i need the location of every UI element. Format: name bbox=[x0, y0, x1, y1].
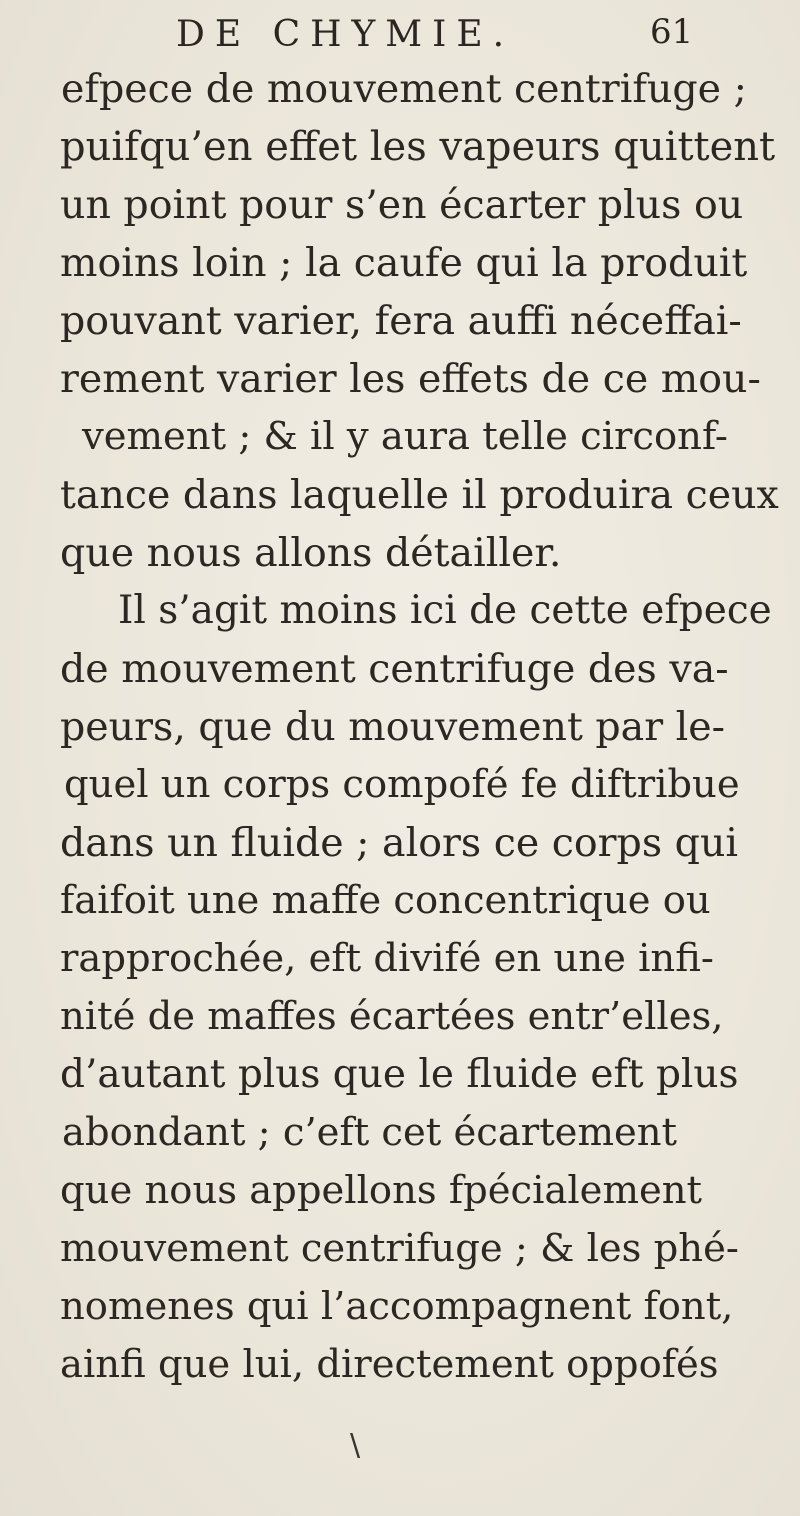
text-line: faifoit une maffe concentrique ou bbox=[60, 878, 711, 923]
signature-mark: \ bbox=[350, 1428, 361, 1463]
text-line: moins loin ; la caufe qui la produit bbox=[60, 240, 748, 286]
text-line: puifqu’en effet les vapeurs quittent bbox=[60, 124, 776, 170]
text-line: vement ; & il y aura telle circonf- bbox=[82, 414, 728, 459]
text-line: de mouvement centrifuge des va- bbox=[60, 646, 729, 692]
text-line: dans un fluide ; alors ce corps qui bbox=[60, 820, 739, 866]
text-line: mouvement centrifuge ; & les phé- bbox=[60, 1226, 739, 1271]
running-title: DE CHYMIE. bbox=[176, 14, 515, 55]
page-number: 61 bbox=[650, 12, 694, 52]
text-line: ainfi que lui, directement oppofés bbox=[60, 1342, 719, 1387]
text-line: que nous allons détailler. bbox=[60, 530, 562, 576]
text-line: que nous appellons fpécialement bbox=[60, 1168, 703, 1213]
text-line: nité de maffes écartées entr’elles, bbox=[60, 994, 724, 1039]
text-line: nomenes qui l’accompagnent font, bbox=[60, 1284, 734, 1329]
text-line: efpece de mouvement centrifuge ; bbox=[61, 66, 747, 112]
text-line: rement varier les effets de ce mou- bbox=[60, 356, 761, 402]
text-line: d’autant plus que le fluide eft plus bbox=[60, 1052, 739, 1097]
text-line: pouvant varier, fera auffi néceffai- bbox=[60, 298, 742, 344]
text-line: un point pour s’en écarter plus ou bbox=[60, 182, 744, 228]
text-line: tance dans laquelle il produira ceux bbox=[60, 472, 779, 518]
text-line: quel un corps compofé fe diftribue bbox=[64, 762, 740, 807]
text-line: abondant ; c’eft cet écartement bbox=[62, 1110, 678, 1155]
text-line: peurs, que du mouvement par le- bbox=[60, 704, 726, 750]
text-line: Il s’agit moins ici de cette efpece bbox=[118, 588, 772, 633]
text-line: rapprochée, eft divifé en une infi- bbox=[60, 936, 714, 981]
